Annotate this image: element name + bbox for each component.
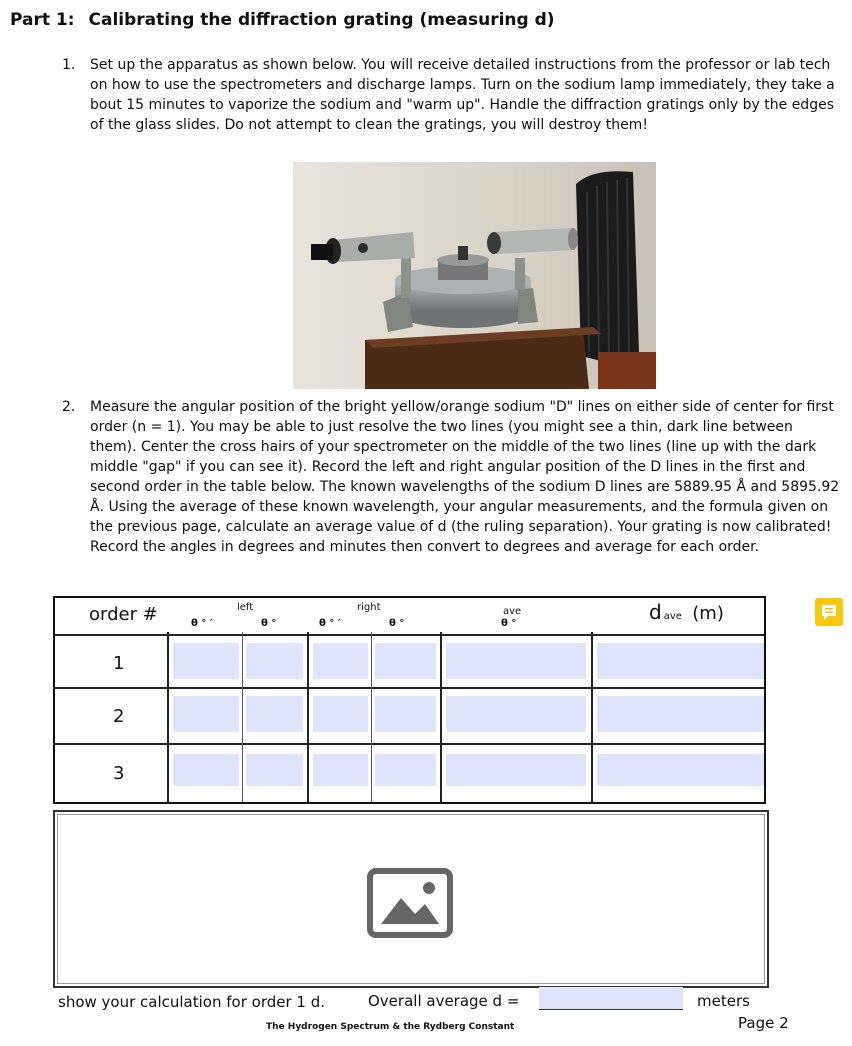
d-unit: (m) [692, 603, 724, 624]
left-deg-min-input[interactable] [173, 754, 239, 786]
d-ave-input[interactable] [597, 696, 764, 732]
comment-button[interactable] [815, 598, 843, 626]
ave-input[interactable] [446, 643, 586, 679]
d-ave-input[interactable] [597, 643, 764, 679]
d-header [649, 600, 724, 624]
d-symbol: d [649, 600, 662, 624]
step-2-text: Measure the angular position of the bright yellow/orange sodium "D" lines on either side of center for first order (n = 1). You may be able to just resolve the two lines (you might see a thin, dark line between them). Center the cross hairs of your spectrometer on the middle of the two lines (line up with the dark middle "gap" if you can see it). Record the left and right angular position of the D lines in the first and second order in the table below. The known wavelengths of the sodium D lines are 5889.95 Å and 5895.92 Å. Using the average of these known wavelength, your angular measurements, and the formula given on the previous page, calculate an average value of d (the ruling separation). Your grating is now calibrated! Record the angles in degrees and minutes then convert to degrees and average for each order. [90, 399, 840, 555]
ave-header: ave [503, 606, 522, 617]
step-2 [62, 397, 840, 557]
right-deg-min-input[interactable] [313, 754, 368, 786]
left-deg-header: θ ° [261, 618, 277, 629]
overall-average-label: Overall average d = [368, 992, 520, 1010]
overall-average-unit: meters [697, 992, 750, 1010]
calculation-image-area[interactable] [53, 810, 769, 988]
ave-deg-header: θ ° [501, 618, 517, 629]
d-ave-input[interactable] [597, 754, 764, 786]
ave-input[interactable] [446, 696, 586, 732]
overall-average-input[interactable] [539, 987, 683, 1010]
table-rule [55, 743, 764, 745]
order-header: order # [89, 604, 158, 625]
right-deg-input[interactable] [375, 754, 436, 786]
image-placeholder-icon [367, 868, 453, 938]
right-deg-header: θ ° [389, 618, 405, 629]
comment-icon [815, 598, 843, 626]
table-rule [307, 632, 309, 802]
d-subscript: ave [663, 611, 682, 622]
left-deg-input[interactable] [246, 754, 303, 786]
measurement-table [53, 596, 766, 804]
right-deg-min-input[interactable] [313, 696, 368, 732]
step-1-marker: 1. [62, 57, 76, 73]
left-deg-input[interactable] [246, 643, 303, 679]
table-rule [55, 634, 764, 636]
table-rule [242, 632, 243, 802]
spectrometer-photo [293, 162, 656, 389]
row-label: 3 [113, 763, 125, 784]
right-deg-input[interactable] [375, 643, 436, 679]
part-heading: Calibrating the diffraction grating (measuring d) [88, 10, 555, 30]
step-1 [62, 55, 840, 135]
step-2-marker: 2. [62, 399, 76, 415]
row-label: 2 [113, 706, 125, 727]
right-deg-min-input[interactable] [313, 643, 368, 679]
left-deg-input[interactable] [246, 696, 303, 732]
left-deg-min-input[interactable] [173, 696, 239, 732]
table-rule [55, 687, 764, 689]
left-deg-min-input[interactable] [173, 643, 239, 679]
row-label: 1 [113, 653, 125, 674]
left-header: left [237, 602, 254, 613]
table-rule [440, 632, 442, 802]
ave-input[interactable] [446, 754, 586, 786]
table-rule [167, 632, 169, 802]
right-deg-min-header: θ ° ′ [319, 618, 341, 629]
footer-title: The Hydrogen Spectrum & the Rydberg Constant [266, 1022, 515, 1032]
part-number: Part 1: [10, 10, 75, 30]
step-1-text: Set up the apparatus as shown below. You will receive detailed instructions from the professor or lab tech on how to use the spectrometers and discharge lamps. Turn on the sodium lamp immediately, they take a bout 15 minutes to vaporize the sodium and "warm up". Handle the diffraction gratings only by the edges of the glass slides. Do not attempt to clean the gratings, you will destroy them! [90, 57, 835, 133]
right-header: right [357, 602, 381, 613]
table-rule [371, 632, 372, 802]
part-title [10, 10, 555, 30]
right-deg-input[interactable] [375, 696, 436, 732]
calc-prompt: show your calculation for order 1 d. [58, 993, 326, 1011]
left-deg-min-header: θ ° ′ [191, 618, 213, 629]
table-rule [591, 632, 593, 802]
page-number: Page 2 [738, 1014, 789, 1032]
